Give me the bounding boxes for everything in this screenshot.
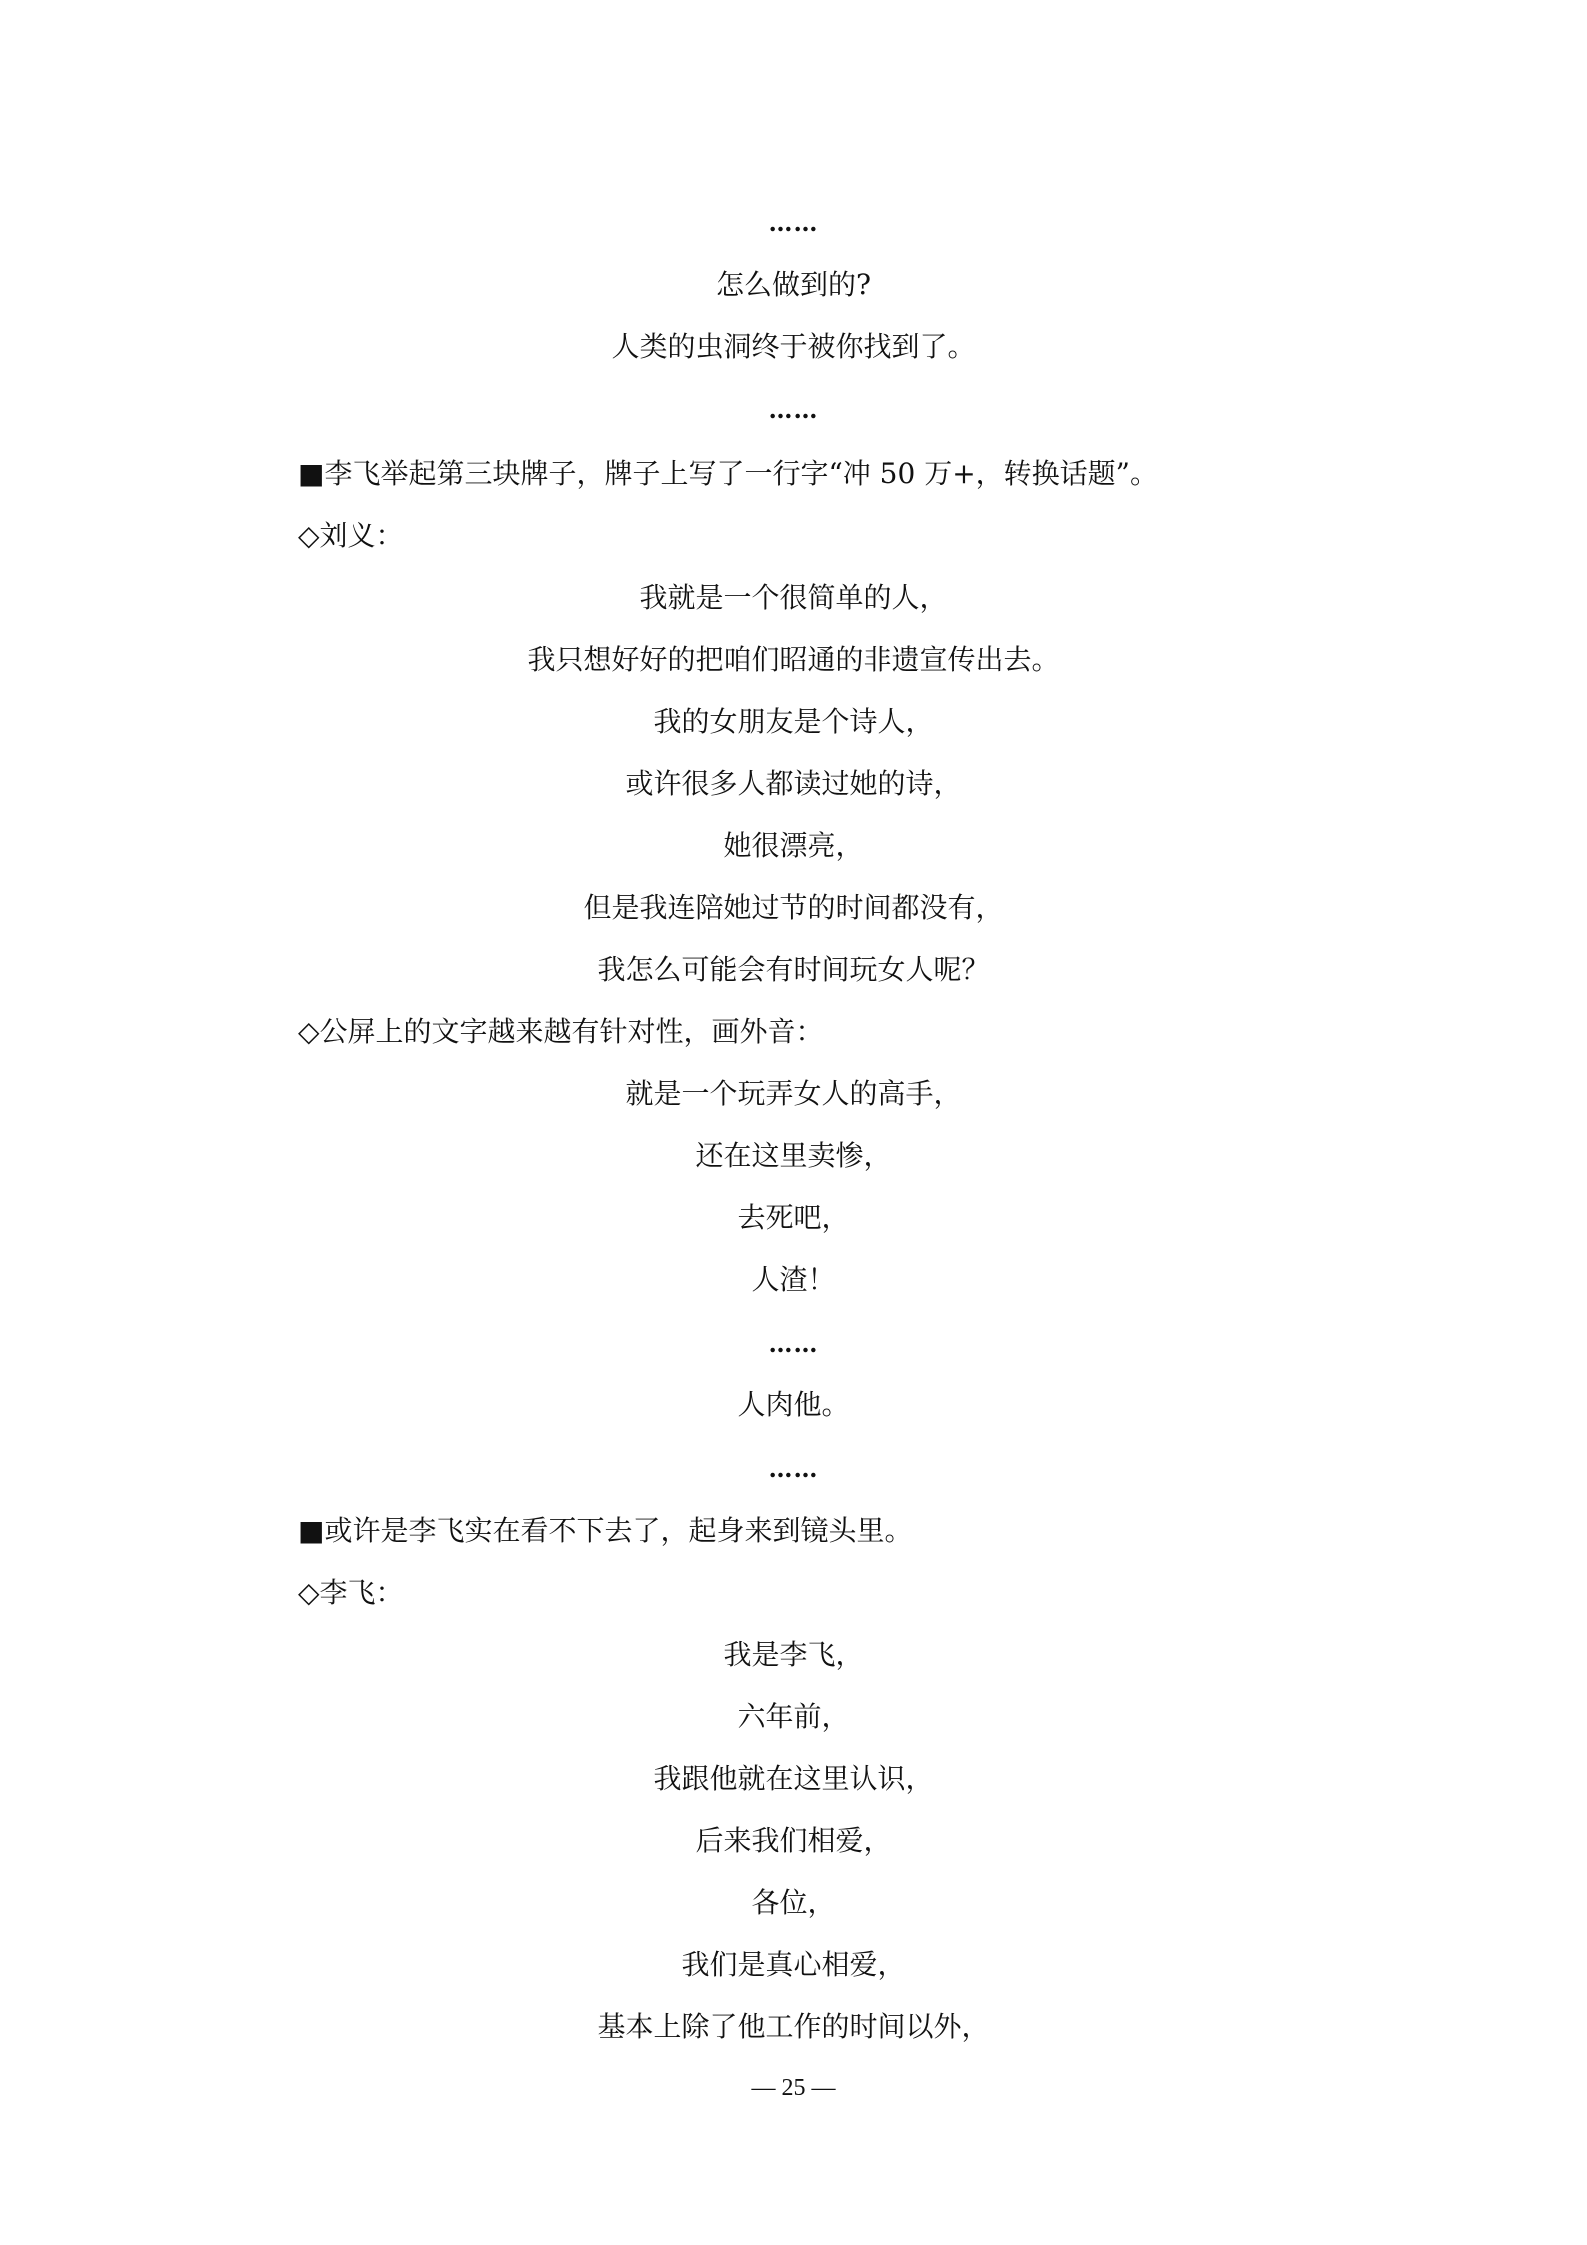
dialogue-line: 后来我们相爱，	[695, 1824, 892, 1857]
stage-direction: ■或许是李飞实在看不下去了，起身来到镜头里。	[298, 1514, 913, 1547]
page-number: — 25 —	[751, 2075, 836, 2101]
speaker-label: ◇刘义：	[298, 519, 404, 552]
dialogue-line: 我怎么可能会有时间玩女人呢？	[597, 953, 990, 986]
dialogue-line: 我就是一个很简单的人，	[639, 581, 948, 614]
speaker-label: ◇李飞：	[298, 1576, 404, 1609]
dialogue-line: 人肉他。	[737, 1388, 850, 1421]
dialogue-line: 还在这里卖惨，	[695, 1139, 892, 1172]
ellipsis-line: ……	[768, 1454, 819, 1483]
dialogue-line: 就是一个玩弄女人的高手，	[625, 1077, 962, 1110]
dialogue-line: 人类的虫洞终于被你找到了。	[611, 330, 976, 363]
dialogue-line: 怎么做到的?	[715, 268, 871, 301]
dialogue-line: 人渣！	[751, 1263, 836, 1296]
dialogue-line: 但是我连陪她过节的时间都没有，	[583, 891, 1004, 924]
dialogue-line: 六年前，	[737, 1700, 850, 1733]
dialogue-line: 我们是真心相爱，	[681, 1948, 906, 1981]
dialogue-line: 我只想好好的把咱们昭通的非遗宣传出去。	[527, 643, 1060, 676]
ellipsis-line: ……	[768, 1329, 819, 1358]
dialogue-line: 我的女朋友是个诗人，	[653, 705, 934, 738]
ellipsis-line: ……	[768, 395, 819, 424]
dialogue-line: 她很漂亮，	[723, 829, 864, 862]
ellipsis-line: ……	[768, 208, 819, 237]
dialogue-line: 我跟他就在这里认识，	[653, 1762, 934, 1795]
stage-direction: ■李飞举起第三块牌子，牌子上写了一行字“冲 50 万+，转换话题”。	[298, 457, 1158, 490]
dialogue-line: 我是李飞，	[723, 1638, 864, 1671]
dialogue-line: 基本上除了他工作的时间以外，	[597, 2010, 990, 2043]
speaker-label: ◇公屏上的文字越来越有针对性，画外音：	[298, 1015, 824, 1048]
dialogue-line: 去死吧，	[737, 1201, 850, 1234]
dialogue-line: 各位，	[751, 1886, 836, 1919]
dialogue-line: 或许很多人都读过她的诗，	[625, 767, 962, 800]
